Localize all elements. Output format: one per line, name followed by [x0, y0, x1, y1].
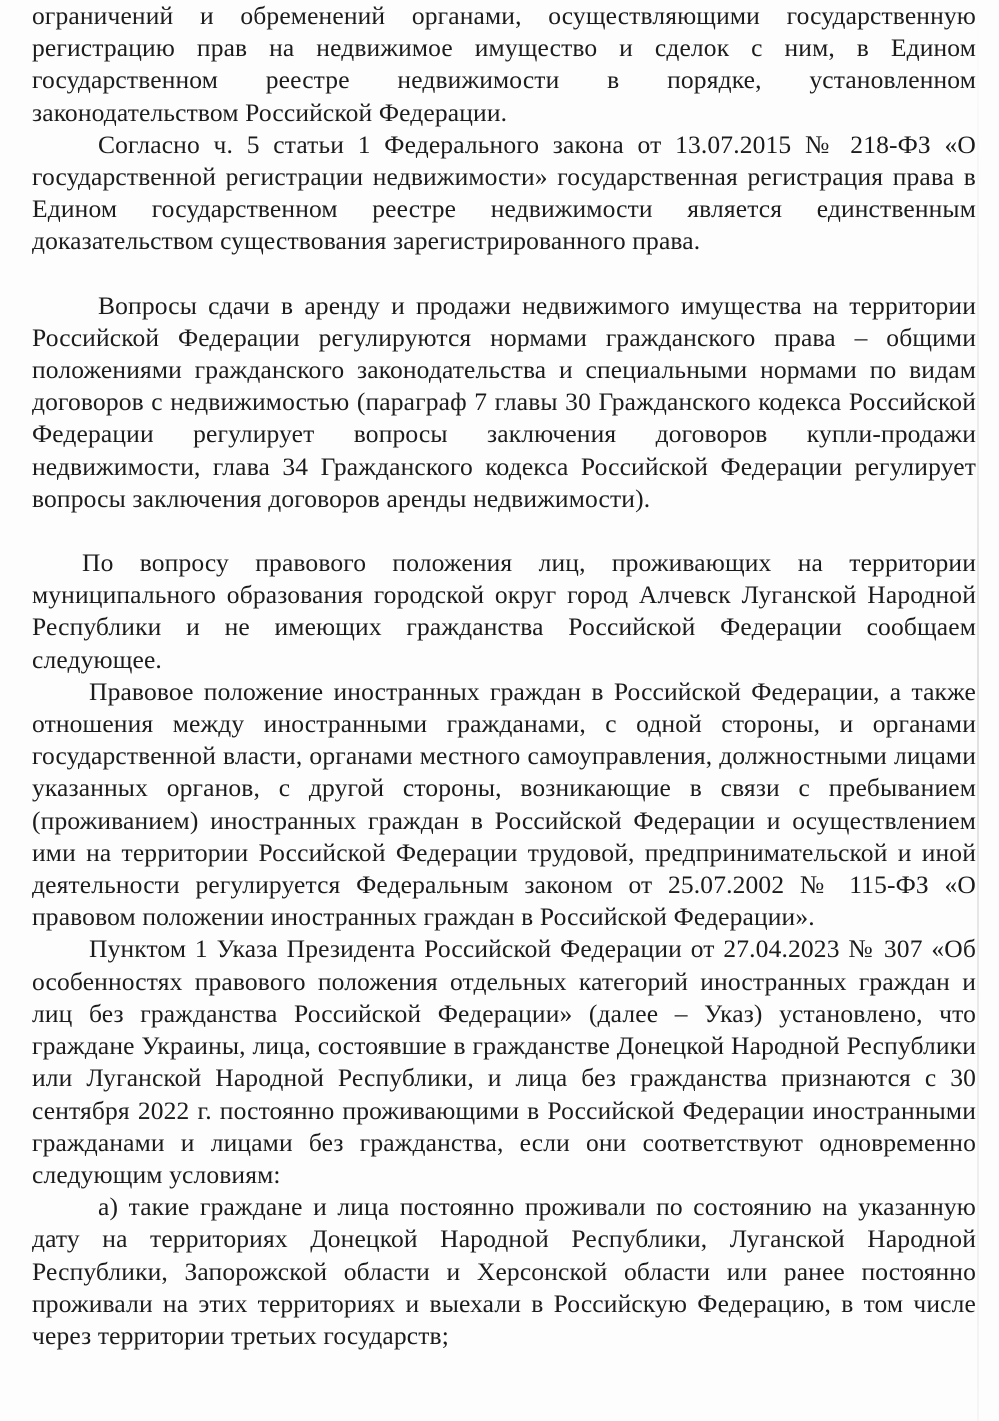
paragraph-rent-and-sale: Вопросы сдачи в аренду и продажи недвижимого имущества на территории Российской Федерации регулируются нормами гражданского права – общими положениями гражданского законодательства и специальными нормами по видам договоров с недвижимостью (параграф 7 главы 30 Гражданского кодекса Российской Федерации регулирует вопросы заключения договоров купли-продажи недвижимости, глава 34 Гражданского кодекса Российской Федерации регулирует вопросы заключения договоров аренды недвижимости). — [32, 290, 976, 513]
scan-edge-shadow — [977, 0, 979, 1421]
paragraph-federal-law-218: Согласно ч. 5 статьи 1 Федерального закона от 13.07.2015 № 218-ФЗ «О государственной регистрации недвижимости» государственная регистрация права в Едином государственном реестре недвижимости является единственным доказательством существования зарегистрированного права. — [32, 129, 976, 256]
paragraph-foreign-citizens-law: Правовое положение иностранных граждан в Российской Федерации, а также отношения между иностранными гражданами, с одной стороны, и органами государственной власти, органами местного самоуправления, должностными лицами указанных органов, с другой стороны, возникающие в связи с пребыванием (проживанием) иностранных граждан в Российской Федерации и осуществлением ими на территории Российской Федерации трудовой, предпринимательской и иной деятельности регулируется Федеральным законом от 25.07.2002 № 115-ФЗ «О правовом положении иностранных граждан в Российской Федерации». — [32, 676, 976, 932]
paragraph-legal-status-intro: По вопросу правового положения лиц, проживающих на территории муниципального образования городской округ город Алчевск Луганской Народной Республики и не имеющих гражданства Российской Федерации сообщаем следующее. — [32, 548, 976, 674]
paragraph-condition-a: а) такие граждане и лица постоянно проживали по состоянию на указанную дату на территориях Донецкой Народной Республики, Луганской Народной Республики, Запорожской области и Херсонской области или ранее постоянно проживали на этих территориях и выехали в Российскую Федерацию, в том числе через территории третьих государств; — [32, 1192, 976, 1350]
document-body — [32, 0, 976, 1352]
paragraph-presidential-decree: Пунктом 1 Указа Президента Российской Федерации от 27.04.2023 № 307 «Об особенностях правового положения отдельных категорий иностранных граждан и лиц без гражданства Российской Федерации» (далее – Указ) установлено, что граждане Украины, лица, состоявшие в гражданстве Донецкой Народной Республики или Луганской Народной Республики, и лица без гражданства признаются с 30 сентября 2022 г. постоянно проживающими в Российской Федерации иностранными гражданами и лицами без гражданства, если они соответствуют одновременно следующим условиям: — [32, 934, 976, 1189]
paragraph-registration-continuation: ограничений и обременений органами, осуществляющими государственную регистрацию прав на недвижимое имущество и сделок с ним, в Едином государственном реестре недвижимости в порядке, установленном законодательством Российской Федерации. — [32, 1, 976, 127]
